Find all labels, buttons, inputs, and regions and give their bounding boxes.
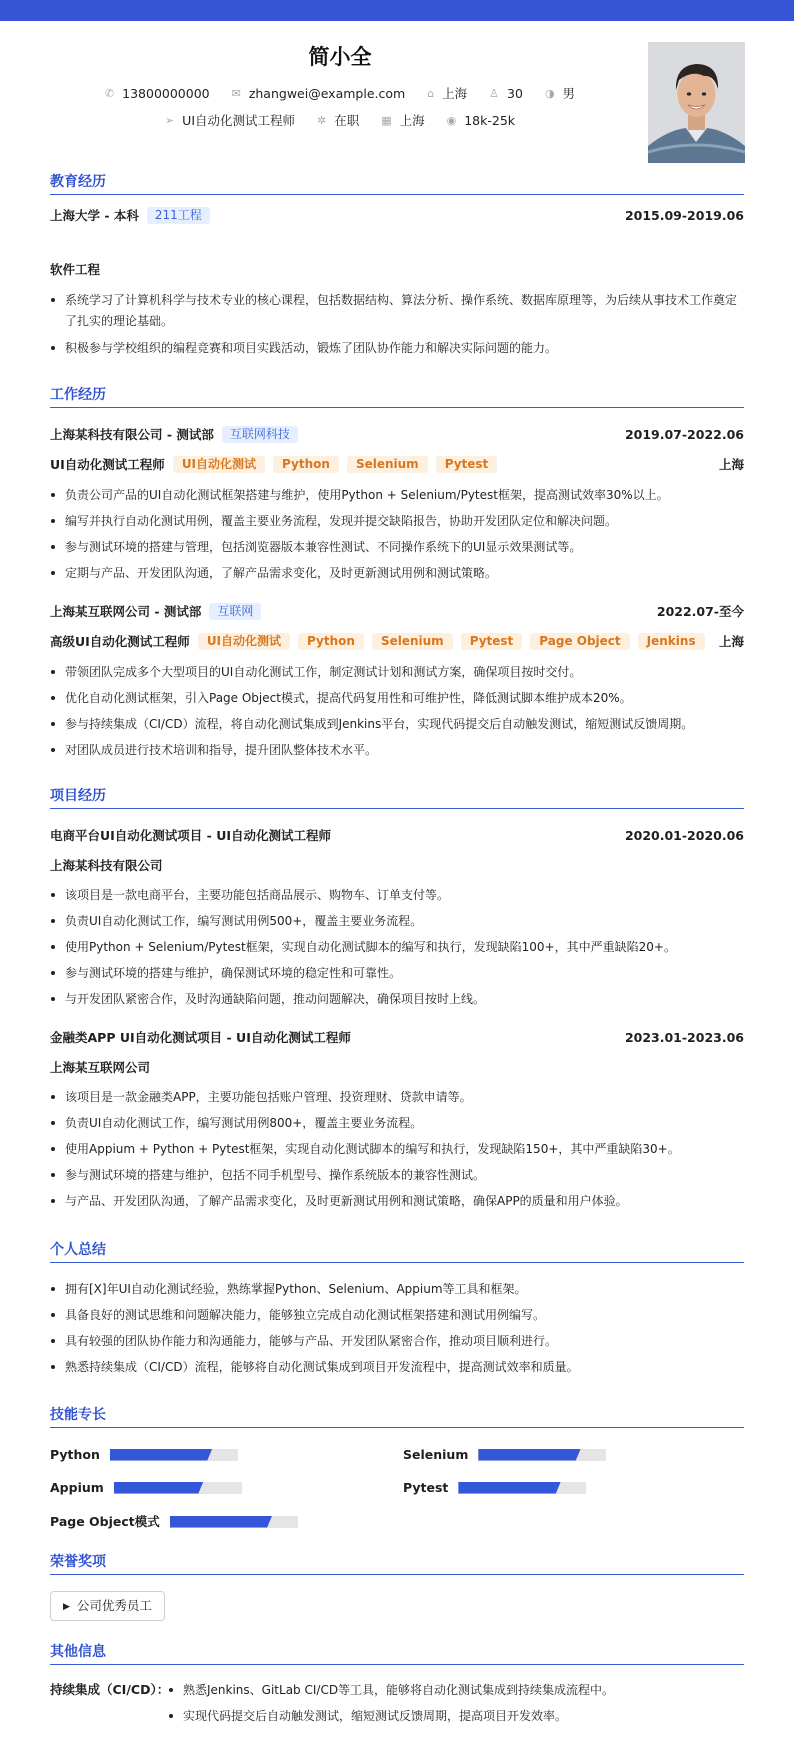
list-item: 与开发团队紧密合作，及时沟通缺陷问题，推动问题解决，确保项目按时上线。 bbox=[50, 989, 744, 1009]
skill-tag: Python bbox=[273, 456, 339, 473]
project-company-row bbox=[50, 1058, 744, 1078]
list-item: 具有较强的团队协作能力和沟通能力，能够与产品、开发团队紧密合作，推动项目顺利进行。 bbox=[50, 1331, 744, 1351]
gender-item: ◑ 男 bbox=[544, 86, 576, 101]
other-info-bullets bbox=[168, 1680, 744, 1732]
skill-page-object: Page Object模式 bbox=[50, 1511, 298, 1531]
list-item: 负责UI自动化测试工作，编写测试用例800+，覆盖主要业务流程。 bbox=[50, 1113, 744, 1133]
skill-bar bbox=[170, 1516, 298, 1528]
target-job-item: ➢ UI自动化测试工程师 bbox=[164, 113, 296, 128]
education-heading-row bbox=[50, 206, 744, 226]
project-company: 上海某互联网公司 bbox=[50, 1060, 151, 1075]
candidate-name: 简小全 bbox=[308, 45, 372, 69]
resume-header bbox=[0, 21, 794, 171]
work-bullets bbox=[50, 485, 744, 589]
section-title-summary: 个人总结 bbox=[50, 1240, 744, 1263]
list-item: 具备良好的测试思维和问题解决能力，能够独立完成自动化测试框架搭建和测试用例编写。 bbox=[50, 1305, 744, 1325]
skill-bar-fill bbox=[458, 1482, 560, 1494]
age-icon: ♙ bbox=[489, 87, 500, 100]
skill-bar bbox=[110, 1449, 238, 1461]
list-item: 系统学习了计算机科学与技术专业的核心课程，包括数据结构、算法分析、操作系统、数据库原理等，为后续从事技术工作奠定了扎实的理论基础。 bbox=[50, 290, 744, 332]
education-date: 2015.09-2019.06 bbox=[624, 208, 744, 223]
list-item: 对团队成员进行技术培训和指导，提升团队整体技术水平。 bbox=[50, 740, 744, 760]
work-date: 2022.07-至今 bbox=[656, 604, 744, 619]
project-title: 电商平台UI自动化测试项目 - UI自动化测试工程师 bbox=[50, 828, 331, 843]
salary-item: ◉ 18k-25k bbox=[446, 113, 516, 128]
industry-tag: 互联网科技 bbox=[222, 426, 298, 443]
skill-tag: Jenkins bbox=[638, 633, 705, 650]
list-item: 负责UI自动化测试工作，编写测试用例500+，覆盖主要业务流程。 bbox=[50, 911, 744, 931]
project-date: 2023.01-2023.06 bbox=[624, 1030, 744, 1045]
project-company-row bbox=[50, 856, 744, 876]
section-title-awards: 荣誉奖项 bbox=[50, 1552, 744, 1575]
job-role: 高级UI自动化测试工程师 UI自动化测试 Python Selenium Pytest Page Object Jenkins bbox=[50, 632, 705, 652]
work-location: 上海 bbox=[718, 457, 744, 472]
list-item: 编写并执行自动化测试用例，覆盖主要业务流程，发现并提交缺陷报告，协助开发团队定位和解决问题。 bbox=[50, 511, 744, 531]
work-heading-row bbox=[50, 425, 744, 445]
company-name: 上海某互联网公司 - 测试部 互联网 bbox=[50, 602, 261, 622]
major-name: 软件工程 bbox=[50, 262, 101, 277]
list-item: 熟悉持续集成（CI/CD）流程，能够将自动化测试集成到项目开发流程中，提高测试效率和质量。 bbox=[50, 1357, 744, 1377]
skill-bar-fill bbox=[478, 1449, 580, 1461]
work-date: 2019.07-2022.06 bbox=[624, 427, 744, 442]
skill-bar-fill bbox=[110, 1449, 212, 1461]
building-icon: ▦ bbox=[381, 113, 392, 127]
contact-info-row bbox=[0, 84, 680, 102]
skill-tag: Page Object bbox=[530, 633, 629, 650]
list-item: 参与测试环境的搭建与管理，包括浏览器版本兼容性测试、不同操作系统下的UI显示效果测试等。 bbox=[50, 537, 744, 557]
project-heading-row bbox=[50, 826, 744, 846]
list-item: 该项目是一款电商平台，主要功能包括商品展示、购物车、订单支付等。 bbox=[50, 885, 744, 905]
project-heading-row bbox=[50, 1028, 744, 1048]
project-bullets bbox=[50, 885, 744, 1015]
industry-tag: 互联网 bbox=[209, 603, 261, 620]
list-item: 优化自动化测试框架，引入Page Object模式，提高代码复用性和可维护性，降低测试脚本维护成本20%。 bbox=[50, 688, 744, 708]
list-item: 使用Python + Selenium/Pytest框架，实现自动化测试脚本的编写和执行，发现缺陷100+，其中严重缺陷20+。 bbox=[50, 937, 744, 957]
gender-icon: ◑ bbox=[544, 86, 555, 100]
list-item: 实现代码提交后自动触发测试，缩短测试反馈周期，提高项目开发效率。 bbox=[168, 1706, 744, 1726]
project-bullets bbox=[50, 1087, 744, 1217]
section-title-work: 工作经历 bbox=[50, 385, 744, 408]
skill-pytest: Pytest bbox=[403, 1477, 586, 1497]
section-title-education: 教育经历 bbox=[50, 172, 744, 195]
status-icon: ✲ bbox=[317, 113, 327, 127]
education-bullets bbox=[50, 290, 744, 364]
list-item: 使用Appium + Python + Pytest框架，实现自动化测试脚本的编写和执行，发现缺陷150+，其中严重缺陷30+。 bbox=[50, 1139, 744, 1159]
skill-tag: UI自动化测试 bbox=[173, 456, 265, 473]
company-name: 上海某科技有限公司 - 测试部 互联网科技 bbox=[50, 425, 298, 445]
skill-bar bbox=[458, 1482, 586, 1494]
list-item: 参与持续集成（CI/CD）流程，将自动化测试集成到Jenkins平台，实现代码提交后自动触发测试，缩短测试反馈周期。 bbox=[50, 714, 744, 734]
list-item: 带领团队完成多个大型项目的UI自动化测试工作，制定测试计划和测试方案，确保项目按时交付。 bbox=[50, 662, 744, 682]
phone-item: ✆ 13800000000 bbox=[104, 86, 210, 101]
skill-tag: Pytest bbox=[461, 633, 523, 650]
skill-selenium: Selenium bbox=[403, 1444, 606, 1464]
award-item[interactable] bbox=[50, 1591, 165, 1621]
phone-icon: ✆ bbox=[104, 87, 115, 100]
work-bullets bbox=[50, 662, 744, 766]
section-title-other: 其他信息 bbox=[50, 1642, 744, 1665]
skill-tag: Selenium bbox=[347, 456, 428, 473]
skill-appium: Appium bbox=[50, 1477, 242, 1497]
work-location: 上海 bbox=[718, 634, 744, 649]
city-item: ⌂ 上海 bbox=[427, 86, 468, 101]
school-tag: 211工程 bbox=[147, 207, 210, 224]
top-accent-bar bbox=[0, 0, 794, 21]
mail-icon: ✉ bbox=[231, 87, 241, 100]
list-item: 参与测试环境的搭建与维护，包括不同手机型号、操作系统版本的兼容性测试。 bbox=[50, 1165, 744, 1185]
skill-tag: Selenium bbox=[372, 633, 453, 650]
school-name: 上海大学 - 本科 211工程 bbox=[50, 206, 210, 226]
list-item: 拥有[X]年UI自动化测试经验，熟练掌握Python、Selenium、Appium等工具和框架。 bbox=[50, 1279, 744, 1299]
major-row bbox=[50, 260, 744, 280]
section-title-skills: 技能专长 bbox=[50, 1405, 744, 1428]
job-role: UI自动化测试工程师 UI自动化测试 Python Selenium Pytest bbox=[50, 455, 497, 475]
skill-python: Python bbox=[50, 1444, 238, 1464]
status-item: ✲ 在职 bbox=[317, 113, 360, 128]
project-company: 上海某科技有限公司 bbox=[50, 858, 163, 873]
list-item: 该项目是一款金融类APP，主要功能包括账户管理、投资理财、贷款申请等。 bbox=[50, 1087, 744, 1107]
award-label: 公司优秀员工 bbox=[76, 1598, 152, 1613]
salary-icon: ◉ bbox=[446, 114, 457, 127]
skill-bar-fill bbox=[170, 1516, 272, 1528]
list-item: 参与测试环境的搭建与维护，确保测试环境的稳定性和可靠性。 bbox=[50, 963, 744, 983]
project-date: 2020.01-2020.06 bbox=[624, 828, 744, 843]
skill-bar bbox=[478, 1449, 606, 1461]
work-role-row bbox=[50, 455, 744, 475]
play-triangle-icon: ▶ bbox=[63, 1601, 70, 1612]
work-role-row bbox=[50, 632, 744, 652]
list-item: 熟悉Jenkins、GitLab CI/CD等工具，能够将自动化测试集成到持续集成流程中。 bbox=[168, 1680, 744, 1700]
list-item: 积极参与学校组织的编程竞赛和项目实践活动，锻炼了团队协作能力和解决实际问题的能力。 bbox=[50, 338, 744, 358]
skill-tag: Pytest bbox=[436, 456, 498, 473]
other-info-label: 持续集成（CI/CD）： bbox=[50, 1682, 170, 1697]
work-city-item: ▦ 上海 bbox=[381, 113, 425, 128]
section-title-projects: 项目经历 bbox=[50, 786, 744, 809]
work-heading-row bbox=[50, 602, 744, 622]
job-icon: ➢ bbox=[164, 113, 175, 127]
profile-photo bbox=[648, 42, 745, 163]
email-item: ✉ zhangwei@example.com bbox=[231, 86, 406, 101]
summary-bullets bbox=[50, 1279, 744, 1383]
list-item: 定期与产品、开发团队沟通，了解产品需求变化，及时更新测试用例和测试策略。 bbox=[50, 563, 744, 583]
skill-bar bbox=[114, 1482, 242, 1494]
skill-tag: Python bbox=[298, 633, 364, 650]
list-item: 与产品、开发团队沟通，了解产品需求变化，及时更新测试用例和测试策略，确保APP的质量和用户体验。 bbox=[50, 1191, 744, 1211]
skill-tag: UI自动化测试 bbox=[198, 633, 290, 650]
home-icon: ⌂ bbox=[427, 86, 435, 100]
age-item: ♙ 30 bbox=[489, 86, 523, 101]
job-info-row bbox=[0, 111, 680, 129]
list-item: 负责公司产品的UI自动化测试框架搭建与维护，使用Python + Selenium/Pytest框架，提高测试效率30%以上。 bbox=[50, 485, 744, 505]
skill-bar-fill bbox=[114, 1482, 204, 1494]
project-title: 金融类APP UI自动化测试项目 - UI自动化测试工程师 bbox=[50, 1030, 351, 1045]
